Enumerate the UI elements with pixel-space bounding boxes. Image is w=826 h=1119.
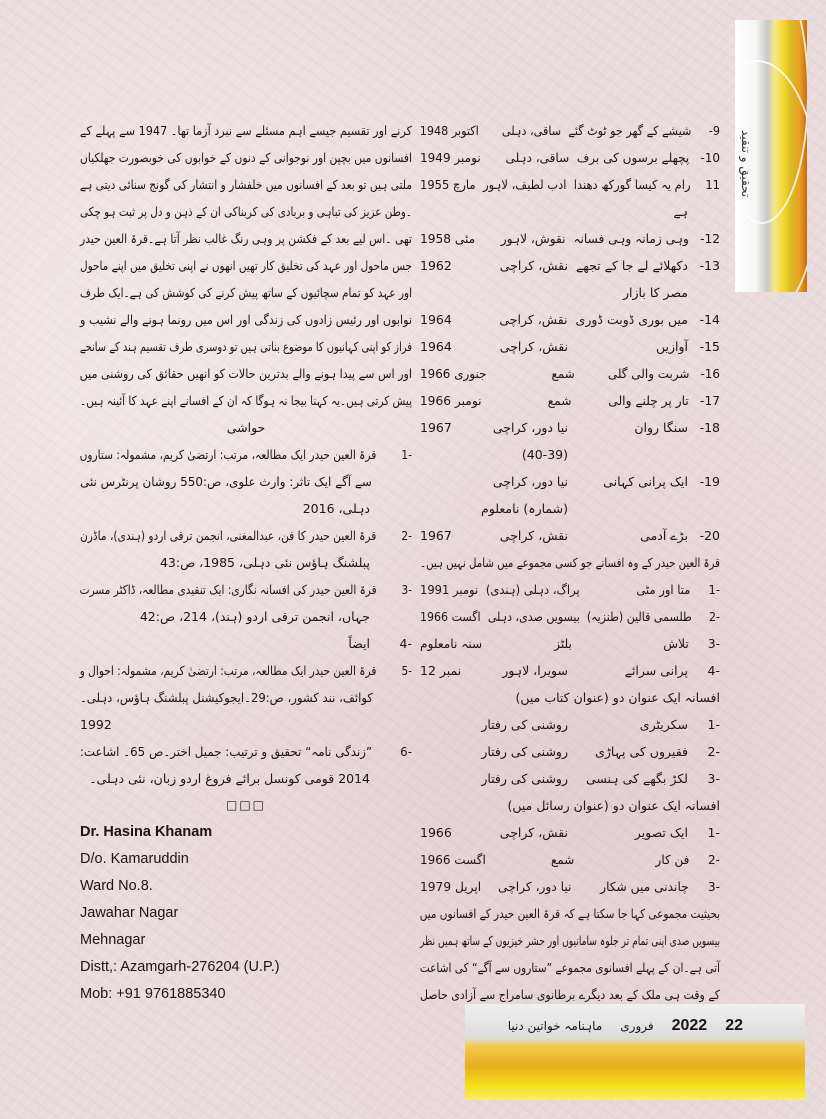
prose-line: نوابوں اور رئیس زادوں کی زندگی اور اس میں رونما ہونے والے نشیب و — [80, 312, 412, 327]
item-continuation — [420, 441, 720, 468]
item-date: جنوری 1966 — [420, 366, 487, 381]
author-name: Dr. Hasina Khanam — [80, 824, 213, 840]
footnote-text: ”زندگی نامہ“ تحقیق و ترتیب: جمیل اختر۔ص 65۔ اشاعت: — [79, 744, 373, 759]
prose-line: کے وقت ہی ملک کے بعد دیگرے برطانوی سامراج سے آزادی حاصل — [420, 987, 720, 1002]
item-publication: نیا دور، کراچی — [492, 420, 568, 435]
prose-line: اور عہد کو تمام سچائیوں کے ساتھ پیش کرنے کی کوشش کی ہے۔ایک طرف — [80, 285, 412, 300]
prose-line: فراز کو اپنی کہانیوں کا موضوع بناتی ہیں تو دوسری طرف تقسیم ہند کے سانحے — [79, 339, 413, 354]
footnote-line — [80, 495, 412, 522]
list-item — [420, 144, 720, 171]
item-publication: ادب لطیف، لاہور — [483, 177, 567, 192]
item-number: 9- — [708, 123, 720, 138]
footnote-number: -1 — [401, 447, 412, 462]
notes-heading: حواشی — [226, 420, 266, 435]
item-date: 1966 — [420, 825, 452, 840]
item-title: سنگا روان — [634, 420, 688, 435]
footnote-line — [80, 630, 412, 657]
list-item — [420, 657, 720, 684]
list-item — [420, 360, 720, 387]
list-item — [420, 225, 720, 252]
item-date: نمبر 12 — [420, 663, 462, 678]
prose-line: بحیثیت مجموعی کہا جا سکتا ہے کہ قرۃ العین حیدر کے افسانوں میں — [419, 906, 720, 921]
item-date: 1967 — [420, 420, 452, 435]
footnote-line — [80, 738, 412, 765]
footnote-number — [374, 549, 412, 576]
item-date: نومبر 1949 — [420, 150, 481, 165]
list-item — [420, 468, 720, 495]
item-title: میں بوری ڈوبت ڈوری — [575, 312, 688, 327]
item-publication: نقش، کراچی — [499, 312, 568, 327]
item-number: -1 — [707, 717, 720, 732]
author-address-line: Jawahar Nagar — [80, 905, 179, 921]
list-item — [420, 711, 720, 738]
item-date: اگست 1966 — [420, 852, 486, 867]
item-number: -1 — [707, 825, 720, 840]
section-heading: افسانہ ایک عنوان دو (عنوان رسائل میں) — [507, 798, 720, 813]
list-item — [420, 630, 720, 657]
footnote-number: -6 — [400, 744, 412, 759]
prose-line: بیسویں صدی اپنی تمام تر جلوہ سامانیوں اور حشر خیزیوں کے ساتھ ہمیں نظر — [420, 933, 720, 948]
footnote-line — [80, 522, 412, 549]
item-publication: شمع — [551, 366, 575, 381]
item-publication: سویرا، لاہور — [502, 663, 568, 678]
spacer — [576, 495, 688, 522]
footnote-text: دہلی، 2016 — [302, 501, 370, 516]
spacer — [696, 279, 720, 306]
item-publication: پراگ، دہلی (ہندی) — [485, 582, 580, 597]
item-title: آوازیں — [655, 339, 688, 354]
list-item — [420, 846, 720, 873]
item-publication: بیسویں صدی، دہلی — [487, 609, 580, 624]
list-item — [420, 603, 720, 630]
author-address-line: Distt,: Azamgarh-276204 (U.P.) — [80, 959, 280, 975]
item-number: -2 — [708, 609, 720, 624]
footnote-line — [80, 468, 412, 495]
item-title: طلسمی قالین (طنزیہ) — [586, 609, 692, 624]
end-mark: □□□ — [225, 798, 266, 812]
item-number: 12- — [700, 231, 720, 246]
item-title: بڑے آدمی — [640, 528, 688, 543]
item-title: رام یہ کیسا گورکھ دھندا — [573, 177, 691, 192]
footnote-number — [376, 468, 412, 495]
footnote-line — [80, 684, 412, 711]
prose-line: کرنے اور تقسیم جیسے اہم مسئلے سے نبرد آزما تھا۔ 1947 سے پہلے کے — [79, 123, 412, 138]
item-number: -2 — [708, 852, 720, 867]
item-number: 16- — [700, 366, 720, 381]
item-publication: روشنی کی رفتار — [481, 744, 568, 759]
prose-line: جس ماحول اور عہد کی تخلیق کار تھیں انھوں نے اپنی تخلیق میں اپنے ماحول — [80, 258, 412, 273]
spacer — [696, 441, 720, 468]
footnote-number: -4 — [399, 636, 412, 651]
item-number: -3 — [707, 879, 720, 894]
item-title: ایک تصویر — [634, 825, 688, 840]
list-item — [420, 387, 720, 414]
item-date: اگست 1966 — [420, 609, 481, 624]
item-date: سنہ نامعلوم — [420, 636, 483, 651]
item-title: شربت والی گلی — [607, 366, 690, 381]
item-title: وہی زمانہ وہی فسانہ — [573, 231, 689, 246]
item-publication-continued: (40-39) — [521, 447, 568, 462]
prose-line: افسانوں میں بچپن اور نوجوانی کے دنوں کے خوابوں کی خوبصورت جھلکیاں — [80, 150, 412, 165]
author-address-line: D/o. Kamaruddin — [80, 851, 189, 867]
item-continuation — [420, 495, 720, 522]
prose-line: تھی ۔اس لیے بعد کے فکشن پر وہی رنگ غالب نظر آتا ہے۔قرۃ العین حیدر — [80, 231, 412, 246]
item-date: 1964 — [420, 339, 452, 354]
prose-line: ملتی ہیں تو بعد کے افسانوں میں خلفشار و انتشار کی گونج سنائی دیتی ہے — [79, 177, 413, 192]
page-number: 22 — [725, 1017, 743, 1034]
footnote-text: پبلشنگ ہاؤس نئی دہلی، 1985، ص:43 — [159, 555, 370, 570]
footnote-number — [374, 765, 412, 792]
item-title: ایک پرانی کہانی — [603, 474, 688, 489]
footnote-line — [80, 765, 412, 792]
item-publication: نقش، کراچی — [499, 258, 568, 273]
item-number: -3 — [707, 771, 720, 786]
footnote-line — [80, 711, 412, 738]
list-item — [420, 306, 720, 333]
item-title: سکریٹری — [639, 717, 688, 732]
prose-line: اور اس سے پیدا ہونے والے بدترین حالات کو انھیں حقائق کی روشنی میں — [79, 366, 413, 381]
item-publication: شمع — [550, 852, 575, 867]
item-number: -3 — [707, 636, 720, 651]
item-publication: نقش، کراچی — [499, 528, 568, 543]
item-continuation — [420, 198, 720, 225]
author-address-line: Mob: +91 9761885340 — [80, 986, 226, 1002]
issue-year: 2022 — [671, 1017, 708, 1034]
footnote-text: ایضاً — [348, 636, 370, 651]
prose-line: پیش کرتی ہیں۔یہ کہنا بیجا نہ ہوگا کہ ان کے افسانے اپنے عہد کا آئینہ ہیں۔ — [80, 393, 412, 408]
item-title: فقیروں کی پہاڑی — [595, 744, 688, 759]
item-publication: شمع — [547, 393, 572, 408]
item-number: 19- — [699, 474, 720, 489]
item-publication: روشنی کی رفتار — [481, 771, 568, 786]
item-date: اکتوبر 1948 — [419, 123, 479, 138]
item-title: شیشے کے گھر جو ٹوٹ گئے — [568, 123, 692, 138]
left-column — [80, 117, 412, 1008]
footnote-text: سے آگے ایک تاثر: وارث علوی، ص:550 روشان پرنٹرس نئی — [80, 474, 372, 489]
spacer — [576, 441, 688, 468]
footnote-line — [80, 603, 412, 630]
list-item — [420, 522, 720, 549]
footnote-line — [80, 576, 412, 603]
list-item — [420, 873, 720, 900]
footnote-number: -2 — [401, 528, 412, 543]
issue-month: فروری — [620, 1019, 654, 1033]
item-number: 15- — [699, 339, 720, 354]
author-address-line: Ward No.8. — [80, 878, 153, 894]
list-item — [420, 738, 720, 765]
footnote-text: قرۃ العین حیدر ایک مطالعہ، مرتب: ارتضیٰ کریم، مشمولہ: ستاروں — [79, 447, 377, 462]
footnote-number — [377, 684, 412, 711]
item-title-continued: مصر کا بازار — [623, 285, 688, 300]
list-item — [420, 171, 720, 198]
item-date: اپریل 1979 — [420, 879, 482, 894]
item-number: -4 — [707, 663, 720, 678]
item-publication-continued: (شمارہ) نامعلوم — [481, 501, 568, 516]
footnote-text: قرۃ العین حیدر ایک مطالعہ، مرتب: ارتضیٰ کریم، مشمولہ: احوال و — [79, 663, 377, 678]
section-heading: افسانہ ایک عنوان دو (عنوان کتاب میں) — [515, 690, 720, 705]
footnote-number — [374, 603, 412, 630]
spacer — [696, 198, 720, 225]
footnote-number: -3 — [401, 582, 412, 597]
item-title: چاندنی میں شکار — [600, 879, 689, 894]
item-number: 11 — [705, 177, 720, 192]
item-date: 1964 — [420, 312, 452, 327]
item-number: 14- — [699, 312, 720, 327]
author-address-line: Mehnagar — [80, 932, 146, 948]
item-number: 20- — [699, 528, 720, 543]
footnote-line — [80, 549, 412, 576]
list-item — [420, 252, 720, 279]
list-item — [420, 117, 720, 144]
footnote-line — [80, 657, 412, 684]
item-number: 17- — [700, 393, 720, 408]
item-title: متا اور مٹی — [636, 582, 691, 597]
item-publication: بلٹز — [554, 636, 572, 651]
item-title: تار پر چلنے والی — [608, 393, 689, 408]
item-title: پچھلے برسوں کی برف — [576, 150, 690, 165]
section-heading: قرۃ العین حیدر کے وہ افسانے جو کسی مجموعے میں شامل نہیں ہیں۔ — [420, 555, 720, 570]
footnote-text: 2014 قومی کونسل برائے فروغ اردو زبان، نئی دہلی۔ — [89, 771, 370, 786]
right-column — [420, 117, 720, 1008]
footnote-text: کوائف، نند کشور، ص:29۔ایجوکیشنل پبلشنگ ہاؤس، دہلی۔ — [80, 690, 373, 705]
item-title: دکھلائے لے جا کے تجھے — [575, 258, 688, 273]
list-item — [420, 765, 720, 792]
footer-bar — [475, 1014, 743, 1038]
item-number: -2 — [707, 744, 720, 759]
item-publication: روشنی کی رفتار — [481, 717, 568, 732]
item-date: 1962 — [420, 258, 452, 273]
item-number: 13- — [699, 258, 720, 273]
item-publication: ساقی، دہلی — [501, 123, 562, 138]
list-item — [420, 333, 720, 360]
item-continuation — [420, 279, 720, 306]
item-publication: نقش، کراچی — [499, 825, 568, 840]
footnote-text: قرۃ العین حیدر کا فن، عبدالمغنی، انجمن ترقی اردو (ہندی)، ماڈرن — [80, 528, 377, 543]
spacer — [696, 495, 720, 522]
footnote-line — [80, 441, 412, 468]
item-date: مئی 1958 — [420, 231, 476, 246]
item-date: نومبر 1966 — [419, 393, 482, 408]
prose-line: ۔وطن عزیز کی تباہی و بربادی کی کربناکی ان کے ذہن و دل پر ثبت ہو چکی — [80, 204, 412, 219]
item-title-continued: ہے — [673, 204, 688, 219]
item-publication: نیا دور، کراچی — [498, 879, 572, 894]
item-title: فن کار — [655, 852, 690, 867]
page-footer — [465, 1004, 805, 1100]
footnote-text: جہاں، انجمن ترقی اردو (ہند)، 214، ص:42 — [139, 609, 370, 624]
section-label: تحقیق و تنقید — [739, 130, 753, 198]
item-date: مارچ 1955 — [420, 177, 476, 192]
list-item — [420, 576, 720, 603]
item-publication: نقش، کراچی — [499, 339, 568, 354]
item-number: 18- — [699, 420, 720, 435]
footnote-number: -5 — [401, 663, 412, 678]
footnote-text: قرۃ العین حیدر کی افسانہ نگاری: ایک تنقیدی مطالعہ، ڈاکٹر مسرت — [79, 582, 377, 597]
item-number: -1 — [708, 582, 720, 597]
item-title: پرانی سرائے — [624, 663, 688, 678]
item-title: لکڑ بگھے کی ہنسی — [585, 771, 688, 786]
list-item — [420, 819, 720, 846]
item-date: نومبر 1991 — [420, 582, 479, 597]
footnote-number — [374, 711, 412, 738]
prose-line: آتی ہے۔ان کے پہلے افسانوی مجموعے ”ستاروں سے آگے“ کی اشاعت — [419, 960, 720, 975]
item-publication: نیا دور، کراچی — [492, 474, 568, 489]
item-title: تلاش — [663, 636, 689, 651]
item-publication: ساقی، دہلی — [505, 150, 570, 165]
item-number: 10- — [700, 150, 720, 165]
footnote-text: 1992 — [80, 717, 112, 732]
item-date: 1967 — [420, 528, 452, 543]
item-publication: نقوش، لاہور — [500, 231, 566, 246]
magazine-name: ماہنامہ خواتین دنیا — [507, 1019, 603, 1033]
list-item — [420, 414, 720, 441]
footnote-number — [374, 495, 412, 522]
